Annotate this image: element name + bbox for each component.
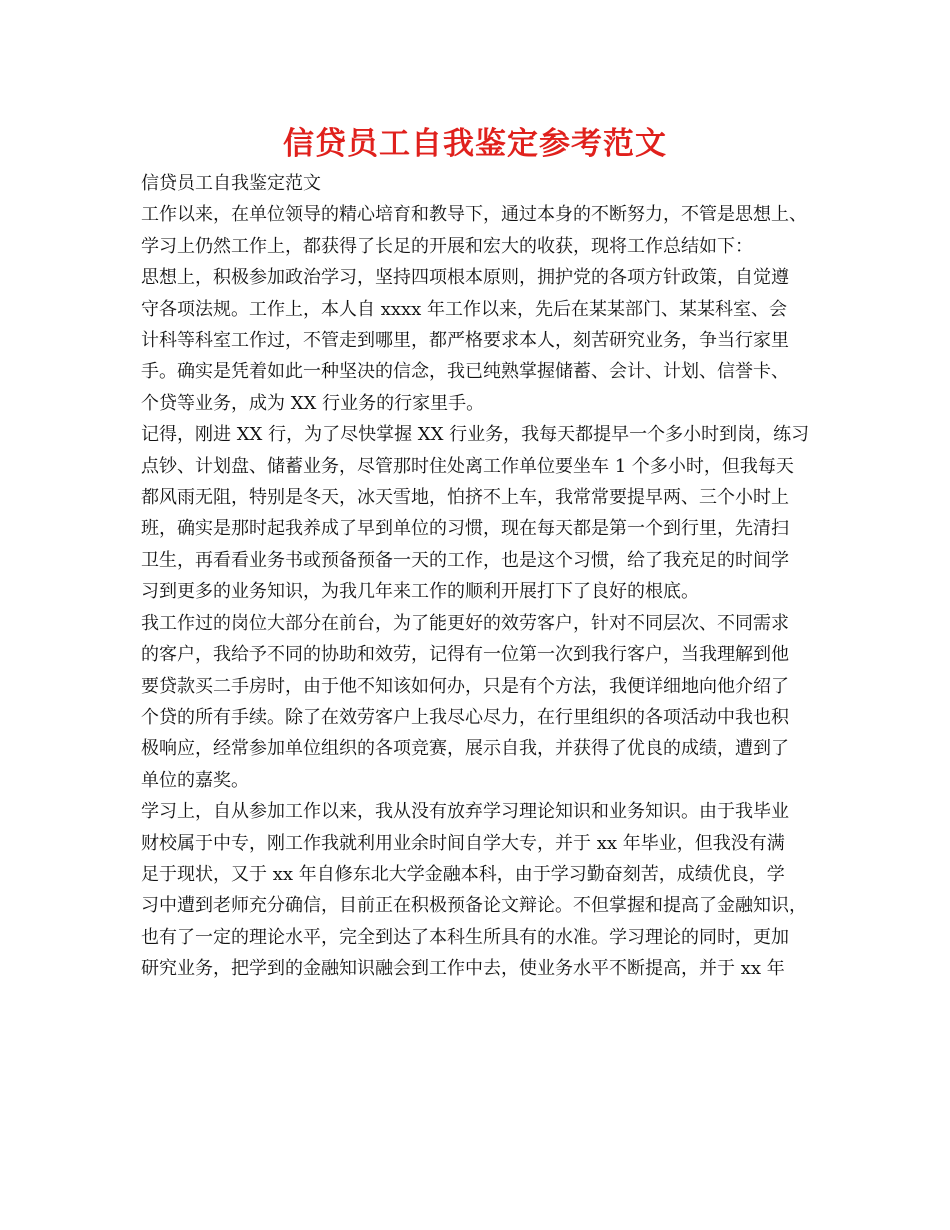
body-line: 学习上，自从参加工作以来，我从没有放弃学习理论知识和业务知识。由于我毕业 xyxy=(141,801,789,823)
body-line: 卫生，再看看业务书或预备预备一天的工作，也是这个习惯，给了我充足的时间学 xyxy=(141,549,789,571)
body-line: 个贷的所有手续。除了在效劳客户上我尽心尽力，在行里组织的各项活动中我也积 xyxy=(141,706,789,728)
body-line: 学习上仍然工作上，都获得了长足的开展和宏大的收获，现将工作总结如下： xyxy=(141,235,753,257)
body-line: 单位的嘉奖。 xyxy=(141,769,249,791)
body-line: 足于现状，又于 xx 年自修东北大学金融本科，由于学习勤奋刻苦，成绩优良，学 xyxy=(141,863,785,885)
body-line: 点钞、计划盘、储蓄业务，尽管那时住处离工作单位要坐车 1 个多小时，但我每天 xyxy=(141,455,794,477)
body-line: 都风雨无阻，特别是冬天，冰天雪地，怕挤不上车，我常常要提早两、三个小时上 xyxy=(141,487,789,509)
body-line: 我工作过的岗位大部分在前台，为了能更好的效劳客户，针对不同层次、不同需求 xyxy=(141,612,789,634)
body-line: 班，确实是那时起我养成了早到单位的习惯，现在每天都是第一个到行里，先清扫 xyxy=(141,518,789,540)
document-title: 信贷员工自我鉴定参考范文 xyxy=(283,126,667,162)
document-body xyxy=(141,168,817,985)
body-line: 财校属于中专，刚工作我就利用业余时间自学大专，并于 xx 年毕业，但我没有满 xyxy=(141,832,785,854)
body-line: 手。确实是凭着如此一种坚决的信念，我已纯熟掌握储蓄、会计、计划、信誉卡、 xyxy=(141,361,789,383)
body-line: 守各项法规。工作上，本人自 xxxx 年工作以来，先后在某某部门、某某科室、会 xyxy=(141,298,788,320)
body-line: 习到更多的业务知识，为我几年来工作的顺利开展打下了良好的根底。 xyxy=(141,581,699,603)
body-line: 工作以来，在单位领导的精心培育和教导下，通过本身的不断努力，不管是思想上、 xyxy=(141,204,807,226)
body-line: 研究业务，把学到的金融知识融会到工作中去，使业务水平不断提高，并于 xx 年 xyxy=(141,958,785,980)
body-line: 极响应，经常参加单位组织的各项竞赛，展示自我，并获得了优良的成绩，遭到了 xyxy=(141,738,789,760)
body-line: 也有了一定的理论水平，完全到达了本科生所具有的水准。学习理论的同时，更加 xyxy=(141,926,789,948)
body-line: 的客户，我给予不同的协助和效劳，记得有一位第一次到我行客户，当我理解到他 xyxy=(141,644,789,666)
body-line: 计科等科室工作过，不管走到哪里，都严格要求本人，刻苦研究业务，争当行家里 xyxy=(141,330,789,352)
body-line: 记得，刚进 XX 行，为了尽快掌握 XX 行业务，我每天都提早一个多小时到岗，练习 xyxy=(141,424,810,446)
body-line: 个贷等业务，成为 XX 行业务的行家里手。 xyxy=(141,392,485,414)
subtitle-line: 信贷员工自我鉴定范文 xyxy=(141,173,321,194)
body-line: 习中遭到老师充分确信，目前正在积极预备论文辩论。不但掌握和提高了金融知识， xyxy=(141,895,807,917)
body-line: 要贷款买二手房时，由于他不知该如何办，只是有个方法，我便详细地向他介绍了 xyxy=(141,675,789,697)
body-line: 思想上，积极参加政治学习，坚持四项根本原则，拥护党的各项方针政策，自觉遵 xyxy=(141,267,789,289)
